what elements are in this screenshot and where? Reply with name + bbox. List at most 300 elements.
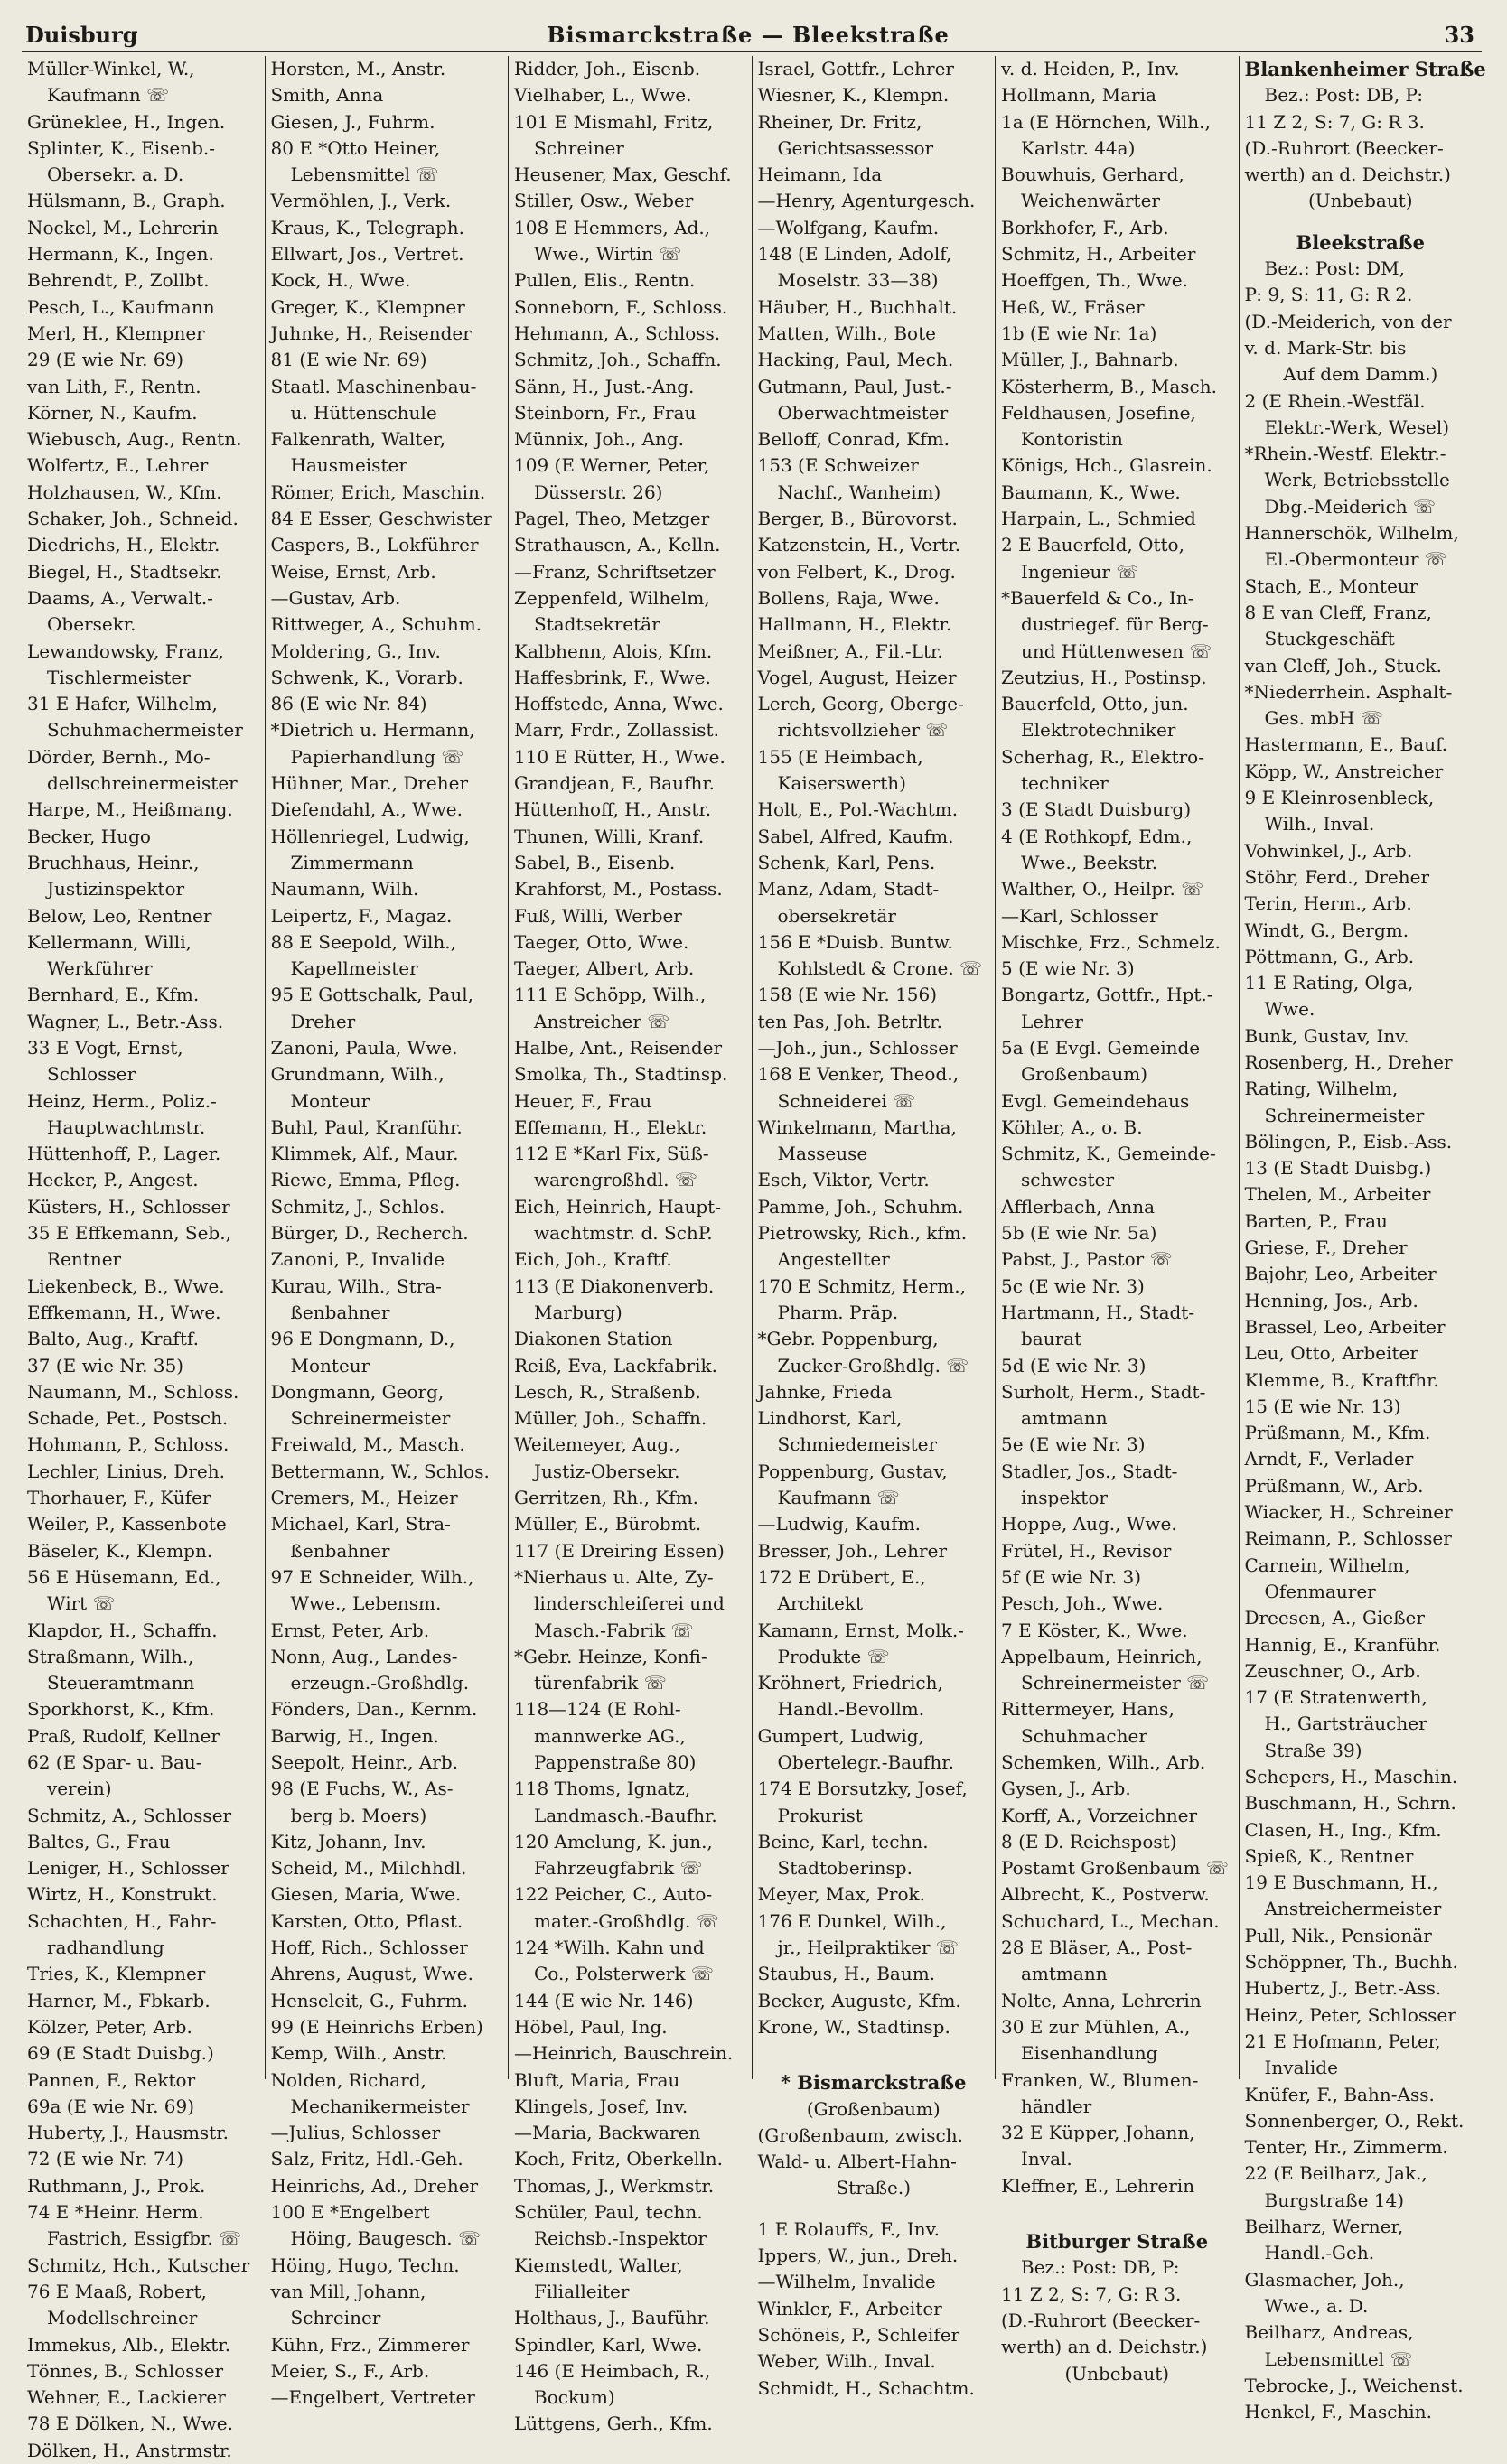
directory-entry: Häuber, H., Buchhalt.: [757, 295, 958, 318]
directory-entry: 32 E Küpper, Johann,: [1001, 2122, 1195, 2144]
directory-entry: 8 E van Cleff, Franz,: [1244, 601, 1432, 623]
directory-entry: dustriegef. für Berg-: [1021, 613, 1209, 636]
directory-entry: Monteur: [290, 1354, 370, 1377]
directory-entry: Hüttenhoff, P., Lager.: [27, 1143, 221, 1165]
directory-entry: u. Hüttenschule: [290, 401, 437, 424]
directory-entry: Falkenrath, Walter,: [270, 428, 446, 451]
directory-entry: 13 (E Stadt Duisbg.): [1244, 1157, 1432, 1180]
spacer: [758, 2040, 990, 2055]
directory-entry: Schüler, Paul, techn.: [514, 2201, 703, 2224]
directory-entry: Frütel, H., Revisor: [1001, 1539, 1172, 1562]
directory-entry: Heuer, F., Frau: [514, 1089, 652, 1112]
directory-entry: Ippers, W., jun., Dreh.: [757, 2245, 959, 2267]
directory-entry: Heimann, Ida: [757, 163, 883, 186]
directory-entry: Korff, A., Vorzeichner: [1001, 1804, 1198, 1826]
directory-entry: Hoppe, Aug., Wwe.: [1001, 1513, 1177, 1535]
directory-entry: 110 E Rütter, H., Wwe.: [514, 745, 725, 768]
directory-entry: Landmasch.-Baufhr.: [534, 1804, 717, 1826]
directory-entry: Heß, W., Fräser: [1001, 295, 1145, 318]
directory-entry: Auf dem Damm.): [1283, 363, 1438, 386]
directory-entry: 111 E Schöpp, Wilh.,: [514, 984, 707, 1006]
directory-entry: Anstreichermeister: [1264, 1898, 1442, 1920]
directory-entry: Hannig, E., Kranführ.: [1244, 1633, 1441, 1656]
directory-entry: Lerch, Georg, Oberge-: [757, 693, 964, 715]
directory-entry: Schmitz, A., Schlosser: [27, 1804, 232, 1826]
directory-entry: Nolden, Richard,: [270, 2068, 426, 2091]
directory-entry: Beine, Karl, techn.: [757, 1830, 929, 1853]
directory-entry: —Karl, Schlosser: [1001, 904, 1158, 927]
directory-entry: Becker, Auguste, Kfm.: [757, 1989, 961, 2011]
directory-entry: Großenbaum): [1021, 1063, 1148, 1086]
directory-entry: Albrecht, K., Postverw.: [1001, 1883, 1210, 1906]
directory-entry: 21 E Hofmann, Peter,: [1244, 2030, 1441, 2052]
directory-entry: Pagel, Theo, Metzger: [514, 508, 710, 530]
directory-entry: Lesch, R., Straßenb.: [514, 1380, 701, 1403]
directory-entry: Schmitz, J., Schlos.: [270, 1195, 445, 1218]
directory-entry: Pamme, Joh., Schuhm.: [757, 1195, 964, 1218]
directory-entry: Zimmermann: [290, 851, 414, 873]
directory-entry: 69a (E wie Nr. 69): [27, 2095, 195, 2117]
directory-entry: Marburg): [534, 1301, 622, 1323]
directory-entry: Below, Leo, Rentner: [27, 904, 212, 927]
directory-entry: Kemp, Wilh., Anstr.: [270, 2042, 447, 2065]
directory-entry: 69 (E Stadt Duisbg.): [27, 2042, 214, 2065]
directory-entry: Scheid, M., Milchhdl.: [270, 1857, 467, 1880]
directory-entry: Dörder, Bernh., Mo-: [27, 745, 211, 768]
directory-entry: Schaker, Joh., Schneid.: [27, 508, 239, 530]
directory-entry: Obersekr. a. D.: [47, 163, 184, 186]
directory-entry: v. d. Heiden, P., Inv.: [1001, 58, 1180, 79]
directory-entry: (Unbebaut): [1307, 190, 1413, 212]
directory-entry: 5e (E wie Nr. 3): [1001, 1433, 1146, 1456]
directory-entry: Wilh., Inval.: [1264, 813, 1375, 835]
directory-entry: Kröhnert, Friedrich,: [757, 1672, 943, 1694]
directory-entry: Surholt, Herm., Stadt-: [1001, 1380, 1206, 1403]
directory-entry: Barwig, H., Ingen.: [270, 1724, 439, 1747]
directory-entry: Kellermann, Willi,: [27, 930, 192, 953]
directory-entry: Hacking, Paul, Mech.: [757, 349, 954, 371]
directory-entry: Elektrotechniker: [1021, 719, 1176, 742]
directory-entry: (D.-Ruhrort (Beecker-: [1001, 2309, 1201, 2331]
directory-entry: 7 E Köster, K., Wwe.: [1001, 1619, 1188, 1641]
directory-entry: 117 (E Dreiring Essen): [514, 1539, 725, 1562]
directory-entry: 118 Thoms, Ignatz,: [514, 1778, 691, 1800]
directory-entry: 11 E Rating, Olga,: [1244, 972, 1414, 994]
directory-entry: Effkemann, H., Wwe.: [27, 1301, 221, 1323]
directory-entry: 98 (E Fuchs, W., As-: [270, 1778, 454, 1800]
directory-entry: Tries, K., Klempner: [27, 1963, 206, 1985]
directory-entry: 5c (E wie Nr. 3): [1001, 1274, 1145, 1297]
directory-entry: Borkhofer, F., Arb.: [1001, 216, 1169, 238]
directory-entry: Justiz-Obersekr.: [534, 1460, 680, 1482]
directory-entry: 176 E Dunkel, Wilh.,: [757, 1909, 947, 1932]
directory-entry: Stiller, Osw., Weber: [514, 190, 694, 212]
directory-entry: Diedrichs, H., Elektr.: [27, 534, 220, 556]
directory-entry: schwester: [1021, 1169, 1114, 1191]
directory-entry: Lebensmittel ☏: [1264, 2347, 1413, 2370]
directory-entry: 19 E Buschmann, H.,: [1244, 1871, 1438, 1894]
column-2: [266, 56, 510, 2409]
directory-entry: Smolka, Th., Stadtinsp.: [514, 1063, 728, 1086]
directory-entry: Nachf., Wanheim): [777, 481, 941, 503]
directory-entry: Wirt ☏: [47, 1592, 116, 1615]
directory-entry: Vermöhlen, J., Verk.: [270, 190, 452, 212]
directory-entry: Grüneklee, H., Ingen.: [27, 110, 226, 133]
directory-entry: händler: [1021, 2095, 1092, 2117]
directory-entry: Thunen, Willi, Kranf.: [514, 825, 705, 847]
directory-entry: 3 (E Stadt Duisburg): [1001, 798, 1192, 821]
directory-entry: Krahforst, M., Postass.: [514, 878, 723, 901]
directory-entry: Lechler, Linius, Dreh.: [27, 1460, 225, 1482]
spacer: [1001, 2214, 1233, 2228]
directory-entry: Prokurist: [777, 1804, 863, 1826]
directory-entry: 5b (E wie Nr. 5a): [1001, 1222, 1157, 1245]
directory-entry: Obersekr.: [47, 613, 136, 636]
directory-entry: Heinz, Peter, Schlosser: [1244, 2003, 1456, 2026]
directory-entry: Staatl. Maschinenbau-: [270, 375, 477, 397]
directory-entry: mater.-Großhdlg. ☏: [534, 1909, 719, 1932]
directory-entry: Meier, S., F., Arb.: [270, 2359, 430, 2382]
directory-entry: Diakonen Station: [514, 1328, 673, 1350]
directory-entry: 144 (E wie Nr. 146): [514, 1989, 694, 2011]
directory-entry: Knüfer, F., Bahn-Ass.: [1244, 2083, 1435, 2105]
directory-entry: Brassel, Leo, Arbeiter: [1244, 1315, 1446, 1338]
directory-entry: Michael, Karl, Stra-: [270, 1513, 451, 1535]
directory-entry: Bongartz, Gottfr., Hpt.-: [1001, 984, 1213, 1006]
directory-entry: Giesen, Maria, Wwe.: [270, 1883, 462, 1906]
directory-entry: 5d (E wie Nr. 3): [1001, 1354, 1147, 1377]
directory-entry: Karsten, Otto, Pflast.: [270, 1909, 463, 1932]
directory-entry: 15 (E wie Nr. 13): [1244, 1395, 1401, 1417]
directory-entry: Oberwachtmeister: [777, 401, 949, 424]
directory-entry: *Dietrich u. Hermann,: [270, 719, 475, 742]
directory-entry: *Bauerfeld & Co., In-: [1001, 586, 1194, 609]
directory-entry: werth) an d. Deichstr.): [1244, 163, 1451, 186]
directory-entry: Grandjean, F., Baufhr.: [514, 772, 716, 795]
directory-entry: Haffesbrink, F., Wwe.: [514, 666, 711, 688]
header-rule: [22, 51, 1482, 52]
directory-entry: Gumpert, Ludwig,: [757, 1724, 924, 1747]
directory-entry: Obertelegr.-Baufhr.: [777, 1751, 954, 1773]
directory-entry: Pöttmann, G., Arb.: [1244, 945, 1415, 967]
directory-entry: Lewandowsky, Franz,: [27, 639, 224, 662]
directory-entry: 30 E zur Mühlen, A.,: [1001, 2015, 1191, 2038]
spacer: [1245, 215, 1477, 229]
directory-entry: Schemken, Wilh., Arb.: [1001, 1751, 1206, 1773]
directory-entry: Wwe., Wirtin ☏: [534, 243, 682, 266]
directory-entry: Weiler, P., Kassenbote: [27, 1513, 227, 1535]
directory-entry: 84 E Esser, Geschwister: [270, 508, 492, 530]
directory-entry: Diefendahl, A., Wwe.: [270, 798, 463, 821]
directory-entry: Baumann, K., Wwe.: [1001, 481, 1181, 503]
directory-entry: —Wilhelm, Invalide: [757, 2271, 936, 2293]
directory-entry: 80 E *Otto Heiner,: [270, 136, 441, 159]
directory-entry: amtmann: [1021, 1963, 1108, 1985]
directory-entry: Kiemstedt, Walter,: [514, 2254, 683, 2276]
directory-entry: 81 (E wie Nr. 69): [270, 349, 427, 371]
directory-entry: 11 Z 2, S: 7, G: R 3.: [1244, 110, 1425, 133]
directory-entry: Dongmann, Georg,: [270, 1380, 445, 1403]
directory-entry: Griese, F., Dreher: [1244, 1237, 1408, 1259]
directory-entry: Feldhausen, Josefine,: [1001, 401, 1196, 424]
directory-entry: verein): [47, 1778, 112, 1800]
directory-entry: Straßmann, Wilh.,: [27, 1645, 194, 1667]
spacer: [758, 2202, 990, 2217]
directory-entry: Rittweger, A., Schuhm.: [270, 613, 482, 636]
directory-entry: linderschleiferei und: [534, 1592, 725, 1615]
directory-entry: Klimmek, Alf., Maur.: [270, 1143, 459, 1165]
directory-entry: —Franz, Schriftsetzer: [514, 560, 716, 583]
directory-entry: Cremers, M., Heizer: [270, 1487, 458, 1509]
directory-entry: türenfabrik ☏: [534, 1672, 667, 1694]
directory-entry: Bruchhaus, Heinr.,: [27, 851, 200, 873]
directory-entry: Naumann, Wilh.: [270, 878, 419, 901]
directory-entry: Appelbaum, Heinrich,: [1001, 1645, 1203, 1667]
directory-entry: Kölzer, Peter, Arb.: [27, 2015, 192, 2038]
directory-entry: Ges. mbH ☏: [1264, 707, 1383, 730]
directory-entry: Matten, Wilh., Bote: [757, 322, 936, 344]
directory-entry: Karlstr. 44a): [1021, 136, 1136, 159]
directory-entry: 100 E *Engelbert: [270, 2201, 430, 2224]
directory-entry: Schuhmacher: [1021, 1724, 1147, 1747]
directory-entry: Höbel, Paul, Ing.: [514, 2015, 668, 2038]
directory-entry: Staubus, H., Baum.: [757, 1963, 936, 1985]
directory-entry: Stöhr, Ferd., Dreher: [1244, 865, 1430, 888]
directory-entry: Wwe., Lebensm.: [290, 1592, 442, 1615]
directory-entry: Elektr.-Werk, Wesel): [1264, 415, 1450, 438]
directory-entry: Winkelmann, Martha,: [757, 1115, 957, 1138]
directory-entry: Gutmann, Paul, Just.-: [757, 375, 952, 397]
directory-entry: Burgstraße 14): [1264, 2189, 1405, 2211]
directory-entry: 113 (E Diakonenverb.: [514, 1274, 715, 1297]
directory-entry: 8 (E D. Reichspost): [1001, 1830, 1177, 1853]
directory-entry: Salz, Fritz, Hdl.-Geh.: [270, 2148, 463, 2170]
directory-entry: obersekretär: [777, 904, 896, 927]
directory-entry: Angestellter: [777, 1248, 890, 1271]
spacer: [1001, 2199, 1233, 2214]
directory-entry: warengroßhdl. ☏: [534, 1169, 697, 1191]
directory-entry: Taeger, Albert, Arb.: [514, 957, 695, 980]
directory-entry: Schreinermeister: [1264, 1104, 1425, 1126]
directory-entry: Behrendt, P., Zollbt.: [27, 269, 210, 292]
directory-entry: Papierhandlung ☏: [290, 745, 464, 768]
directory-entry: Klapdor, H., Schaffn.: [27, 1619, 218, 1641]
street-heading: Blankenheimer Straße: [1244, 58, 1486, 80]
directory-entry: Praß, Rudolf, Kellner: [27, 1724, 220, 1747]
directory-entry: 86 (E wie Nr. 84): [270, 693, 427, 715]
directory-entry: berg b. Moers): [290, 1804, 427, 1826]
directory-entry: 9 E Kleinrosenbleck,: [1244, 787, 1435, 809]
directory-entry: Franken, W., Blumen-: [1001, 2068, 1199, 2091]
directory-entry: *Niederrhein. Asphalt-: [1244, 680, 1453, 703]
directory-entry: Schepers, H., Maschin.: [1244, 1766, 1458, 1787]
directory-entry: Grundmann, Wilh.,: [270, 1063, 445, 1086]
directory-entry: 56 E Hüsemann, Ed.,: [27, 1565, 221, 1588]
directory-entry: Königs, Hch., Glasrein.: [1001, 454, 1212, 477]
directory-entry: Schreiner: [290, 2307, 381, 2329]
directory-entry: Thomas, J., Werkmstr.: [514, 2174, 715, 2197]
directory-entry: Münnix, Joh., Ang.: [514, 428, 685, 451]
directory-entry: mannwerke AG.,: [534, 1724, 686, 1747]
directory-entry: 120 Amelung, K. jun.,: [514, 1830, 713, 1853]
directory-entry: Leu, Otto, Arbeiter: [1244, 1342, 1418, 1365]
spacer: [758, 2055, 990, 2069]
directory-entry: Zeutzius, H., Postinsp.: [1001, 666, 1207, 688]
directory-entry: Weber, Wilh., Inval.: [757, 2350, 936, 2373]
directory-entry: Köhler, A., o. B.: [1001, 1115, 1143, 1138]
directory-entry: Schachten, H., Fahr-: [27, 1909, 217, 1932]
directory-entry: Hoeffgen, Th., Wwe.: [1001, 269, 1188, 292]
directory-entry: Zeuschner, O., Arb.: [1244, 1659, 1421, 1682]
directory-entry: Werkführer: [47, 957, 153, 980]
column-6: [1240, 56, 1486, 2423]
directory-entry: 109 (E Werner, Peter,: [514, 454, 710, 477]
directory-entry: Barten, P., Frau: [1244, 1209, 1388, 1232]
directory-entry: Carnein, Wilhelm,: [1244, 1554, 1410, 1576]
directory-entry: Müller, J., Bahnarb.: [1001, 349, 1179, 371]
directory-entry: *Gebr. Poppenburg,: [757, 1328, 939, 1350]
directory-entry: Bez.: Post: DB, P:: [1021, 2256, 1180, 2279]
directory-entry: Tischlermeister: [47, 666, 191, 688]
directory-entry: 72 (E wie Nr. 74): [27, 2148, 184, 2170]
directory-entry: 158 (E wie Nr. 156): [757, 984, 938, 1006]
directory-entry: —Joh., jun., Schlosser: [757, 1036, 958, 1059]
directory-entry: Hollmann, Maria: [1001, 84, 1156, 107]
directory-entry: Winkler, F., Arbeiter: [757, 2297, 942, 2319]
directory-entry: techniker: [1021, 772, 1109, 795]
directory-entry: Küsters, H., Schlosser: [27, 1195, 230, 1218]
directory-entry: Schreinermeister: [290, 1407, 451, 1430]
directory-entry: Stach, E., Monteur: [1244, 574, 1418, 597]
directory-entry: ten Pas, Joh. Betrltr.: [757, 1010, 943, 1032]
street-heading: Bitburger Straße: [1025, 2230, 1209, 2254]
directory-entry: Prüßmann, W., Arb.: [1244, 1474, 1424, 1497]
header-street-range: Bismarckstraße — Bleekstraße: [547, 22, 950, 48]
directory-entry: Schuchard, L., Mechan.: [1001, 1909, 1220, 1932]
directory-entry: Buhl, Paul, Kranführ.: [270, 1115, 463, 1138]
directory-entry: Architekt: [777, 1592, 864, 1615]
directory-entry: Kaiserswerth): [777, 772, 906, 795]
directory-entry: 170 E Schmitz, Herm.,: [757, 1274, 966, 1297]
directory-entry: Rosenberg, H., Dreher: [1244, 1050, 1453, 1073]
directory-entry: Taeger, Otto, Wwe.: [514, 930, 689, 953]
directory-entry: Merl, H., Klempner: [27, 322, 205, 344]
directory-entry: Schenk, Karl, Pens.: [757, 851, 936, 873]
directory-entry: 122 Peicher, C., Auto-: [514, 1883, 713, 1906]
directory-entry: Moldering, G., Inv.: [270, 639, 441, 662]
directory-entry: (Unbebaut): [1064, 2362, 1170, 2385]
directory-entry: Katzenstein, H., Vertr.: [757, 534, 961, 556]
directory-entry: van Mill, Johann,: [270, 2280, 426, 2302]
directory-entry: Rating, Wilhelm,: [1244, 1078, 1399, 1100]
directory-entry: Rentner: [47, 1248, 122, 1271]
directory-entry: 95 E Gottschalk, Paul,: [270, 984, 473, 1006]
directory-entry: Römer, Erich, Maschin.: [270, 481, 486, 503]
directory-entry: Straße 39): [1264, 1739, 1362, 1761]
directory-entry: Stadtsekretär: [534, 613, 660, 636]
column-1: [22, 56, 266, 2461]
directory-entry: Eich, Joh., Kraftf.: [514, 1248, 672, 1271]
directory-entry: Bresser, Joh., Lehrer: [757, 1539, 948, 1562]
directory-entry: werth) an d. Deichstr.): [1001, 2336, 1208, 2358]
directory-entry: v. d. Mark-Str. bis: [1244, 336, 1407, 359]
directory-entry: Holt, E., Pol.-Wachtm.: [757, 798, 959, 821]
directory-entry: Buschmann, H., Schrn.: [1244, 1792, 1456, 1815]
directory-entry: Dreher: [290, 1010, 356, 1032]
directory-entry: Kitz, Johann, Inv.: [270, 1830, 426, 1853]
directory-entry: P: 9, S: 11, G: R 2.: [1244, 284, 1413, 306]
directory-entry: Kleffner, E., Lehrerin: [1001, 2174, 1195, 2197]
directory-entry: Spieß, K., Rentner: [1244, 1844, 1414, 1867]
directory-entry: Splinter, K., Eisenb.-: [27, 136, 216, 159]
directory-entry: Postamt Großenbaum ☏: [1001, 1857, 1229, 1880]
directory-entry: 5 (E wie Nr. 3): [1001, 957, 1135, 980]
directory-entry: Holthaus, J., Bauführ.: [514, 2307, 710, 2329]
directory-entry: 33 E Vogt, Ernst,: [27, 1036, 183, 1059]
directory-entry: Ernst, Peter, Arb.: [270, 1619, 430, 1641]
directory-entry: Bettermann, W., Schlos.: [270, 1460, 490, 1482]
directory-entry: Vogel, August, Heizer: [757, 666, 957, 688]
directory-entry: Jahnke, Frieda: [757, 1380, 893, 1403]
directory-entry: und Hüttenwesen ☏: [1021, 639, 1212, 662]
directory-entry: von Felbert, K., Drog.: [757, 560, 956, 583]
directory-entry: Glasmacher, Joh.,: [1244, 2268, 1405, 2291]
directory-entry: 1a (E Hörnchen, Wilh.,: [1001, 110, 1211, 133]
column-4: [753, 56, 997, 2399]
directory-entry: —Maria, Backwaren: [514, 2122, 701, 2144]
directory-entry: Reiß, Eva, Lackfabrik.: [514, 1354, 717, 1377]
directory-entry: Stadler, Jos., Stadt-: [1001, 1460, 1178, 1482]
directory-entry: —Heinrich, Bauschrein.: [514, 2042, 734, 2065]
directory-entry: Meyer, Max, Prok.: [757, 1883, 925, 1906]
street-heading: * Bismarckstraße: [780, 2071, 967, 2095]
directory-entry: Masseuse: [777, 1143, 868, 1165]
directory-entry: Schwenk, K., Vorarb.: [270, 666, 463, 688]
directory-entry: 78 E Dölken, N., Wwe.: [27, 2413, 233, 2435]
directory-entry: Holzhausen, W., Kfm.: [27, 481, 222, 503]
directory-entry: Harner, M., Fbkarb.: [27, 1989, 211, 2011]
directory-entry: Scherhag, R., Elektro-: [1001, 745, 1204, 768]
directory-entry: Zanoni, Paula, Wwe.: [270, 1036, 458, 1059]
directory-entry: Bockum): [534, 2386, 615, 2409]
directory-entry: Tönnes, B., Schlosser: [27, 2359, 224, 2382]
directory-entry: 11 Z 2, S: 7, G: R 3.: [1001, 2282, 1182, 2305]
directory-entry: (Großenbaum, zwisch.: [757, 2123, 963, 2146]
directory-entry: Riewe, Emma, Pfleg.: [270, 1169, 461, 1191]
directory-entry: Gerritzen, Rh., Kfm.: [514, 1487, 699, 1509]
column-5: [996, 56, 1240, 2385]
directory-entry: Dölken, H., Anstrmstr.: [27, 2439, 232, 2461]
directory-entry: Wirtz, H., Konstrukt.: [27, 1883, 218, 1906]
directory-entry: Lehrer: [1021, 1010, 1083, 1032]
directory-entry: 156 E *Duisb. Buntw.: [757, 930, 953, 953]
directory-entry: Sonneborn, F., Schloss.: [514, 295, 728, 318]
directory-entry: Ellwart, Jos., Vertret.: [270, 243, 464, 266]
directory-entry: baurat: [1021, 1328, 1082, 1350]
directory-entry: 99 (E Heinrichs Erben): [270, 2015, 483, 2038]
directory-entry: Pietrowsky, Rich., kfm.: [757, 1222, 968, 1245]
directory-entry: Inval.: [1021, 2148, 1072, 2170]
directory-entry: van Cleff, Joh., Stuck.: [1244, 654, 1443, 677]
directory-entry: 28 E Bläser, A., Post-: [1001, 1937, 1193, 1959]
directory-entry: 96 E Dongmann, D.,: [270, 1328, 455, 1350]
directory-entry: Hoff, Rich., Schlosser: [270, 1937, 468, 1959]
directory-entry: Moselstr. 33—38): [777, 269, 939, 292]
directory-entry: Bez.: Post: DM,: [1264, 257, 1405, 280]
directory-entry: Bürger, D., Recherch.: [270, 1222, 469, 1245]
directory-entry: Kaufmann ☏: [47, 84, 170, 107]
directory-entry: Stuckgeschäft: [1264, 628, 1395, 650]
